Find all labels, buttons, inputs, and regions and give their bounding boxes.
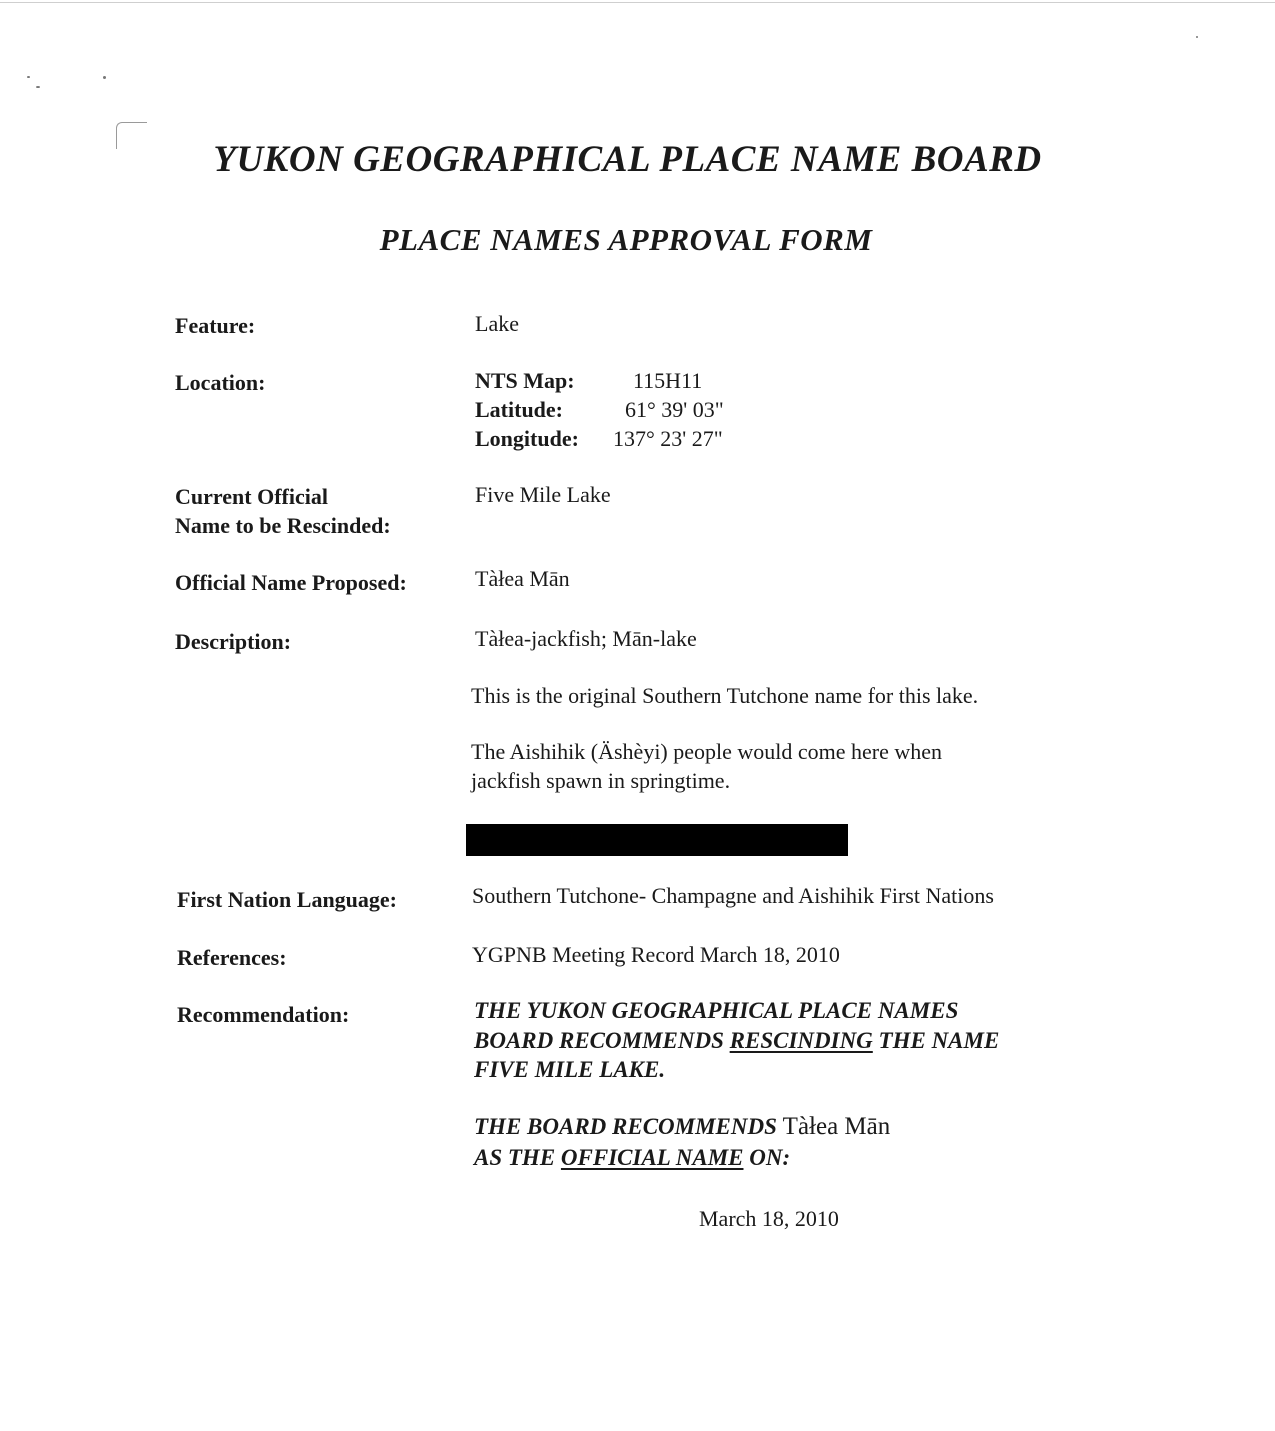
recommendation-date: March 18, 2010 (699, 1206, 839, 1231)
longitude-row (475, 424, 723, 453)
description-value: Tàłea-jackfish; Mān-lake (475, 626, 697, 651)
current-name-label-line1: Current Official (175, 484, 328, 509)
references-label: References: (177, 945, 287, 970)
recommendation-label: Recommendation: (177, 1002, 350, 1027)
description-paragraph-1: This is the original Southern Tutchone name for this lake. (471, 683, 979, 708)
location-label: Location: (175, 370, 266, 395)
feature-value: Lake (475, 311, 519, 336)
current-name-value: Five Mile Lake (475, 482, 611, 507)
nts-map-value: 115H11 (633, 368, 703, 393)
recommendation-line2-end: THE NAME (872, 1028, 1000, 1053)
language-label: First Nation Language: (177, 887, 397, 912)
description-paragraph-2-line1: The Aishihik (Äshèyi) people would come here when (471, 739, 943, 764)
recommendation-line5-start: AS THE (474, 1145, 561, 1170)
latitude-label: Latitude: (475, 397, 563, 422)
scan-speck (27, 76, 30, 78)
description-label: Description: (175, 629, 292, 654)
language-value: Southern Tutchone- Champagne and Aishihik First Nations (472, 883, 994, 908)
scan-speck (1196, 36, 1198, 38)
recommendation-line1: THE YUKON GEOGRAPHICAL PLACE NAMES (474, 998, 959, 1023)
proposed-name-value: Tàłea Mān (475, 566, 570, 591)
scan-speck (36, 86, 40, 88)
feature-label: Feature: (175, 313, 256, 338)
recommendation-line5-end: ON: (743, 1145, 791, 1170)
recommendation-line2 (474, 1026, 999, 1056)
current-name-label-line2: Name to be Rescinded: (175, 513, 391, 538)
scan-edge (0, 2, 1275, 3)
longitude-value: 137° 23' 27" (613, 426, 723, 451)
latitude-row (475, 395, 724, 424)
nts-map-row (475, 366, 702, 395)
official-name-emphasis: OFFICIAL NAME (560, 1145, 744, 1170)
latitude-value: 61° 39' 03" (625, 397, 724, 422)
recommendation-line4-start: THE BOARD RECOMMENDS (474, 1114, 783, 1139)
form-title: PLACE NAMES APPROVAL FORM (379, 222, 873, 257)
recommended-name: Tàłea Mān (782, 1113, 891, 1140)
references-value: YGPNB Meeting Record March 18, 2010 (472, 942, 840, 967)
proposed-name-label: Official Name Proposed: (175, 570, 407, 595)
longitude-label: Longitude: (475, 426, 579, 451)
board-title: YUKON GEOGRAPHICAL PLACE NAME BOARD (213, 139, 1042, 180)
description-paragraph-2-line2: jackfish spawn in springtime. (471, 768, 731, 793)
rescinding-emphasis: RESCINDING (729, 1028, 873, 1053)
recommendation-line5 (474, 1143, 790, 1173)
redaction-bar (466, 824, 848, 856)
nts-map-label: NTS Map: (475, 368, 575, 393)
scan-speck (103, 76, 106, 79)
recommendation-line3: FIVE MILE LAKE. (474, 1057, 666, 1082)
recommendation-line4 (474, 1112, 890, 1142)
recommendation-line2-start: BOARD RECOMMENDS (474, 1028, 730, 1053)
